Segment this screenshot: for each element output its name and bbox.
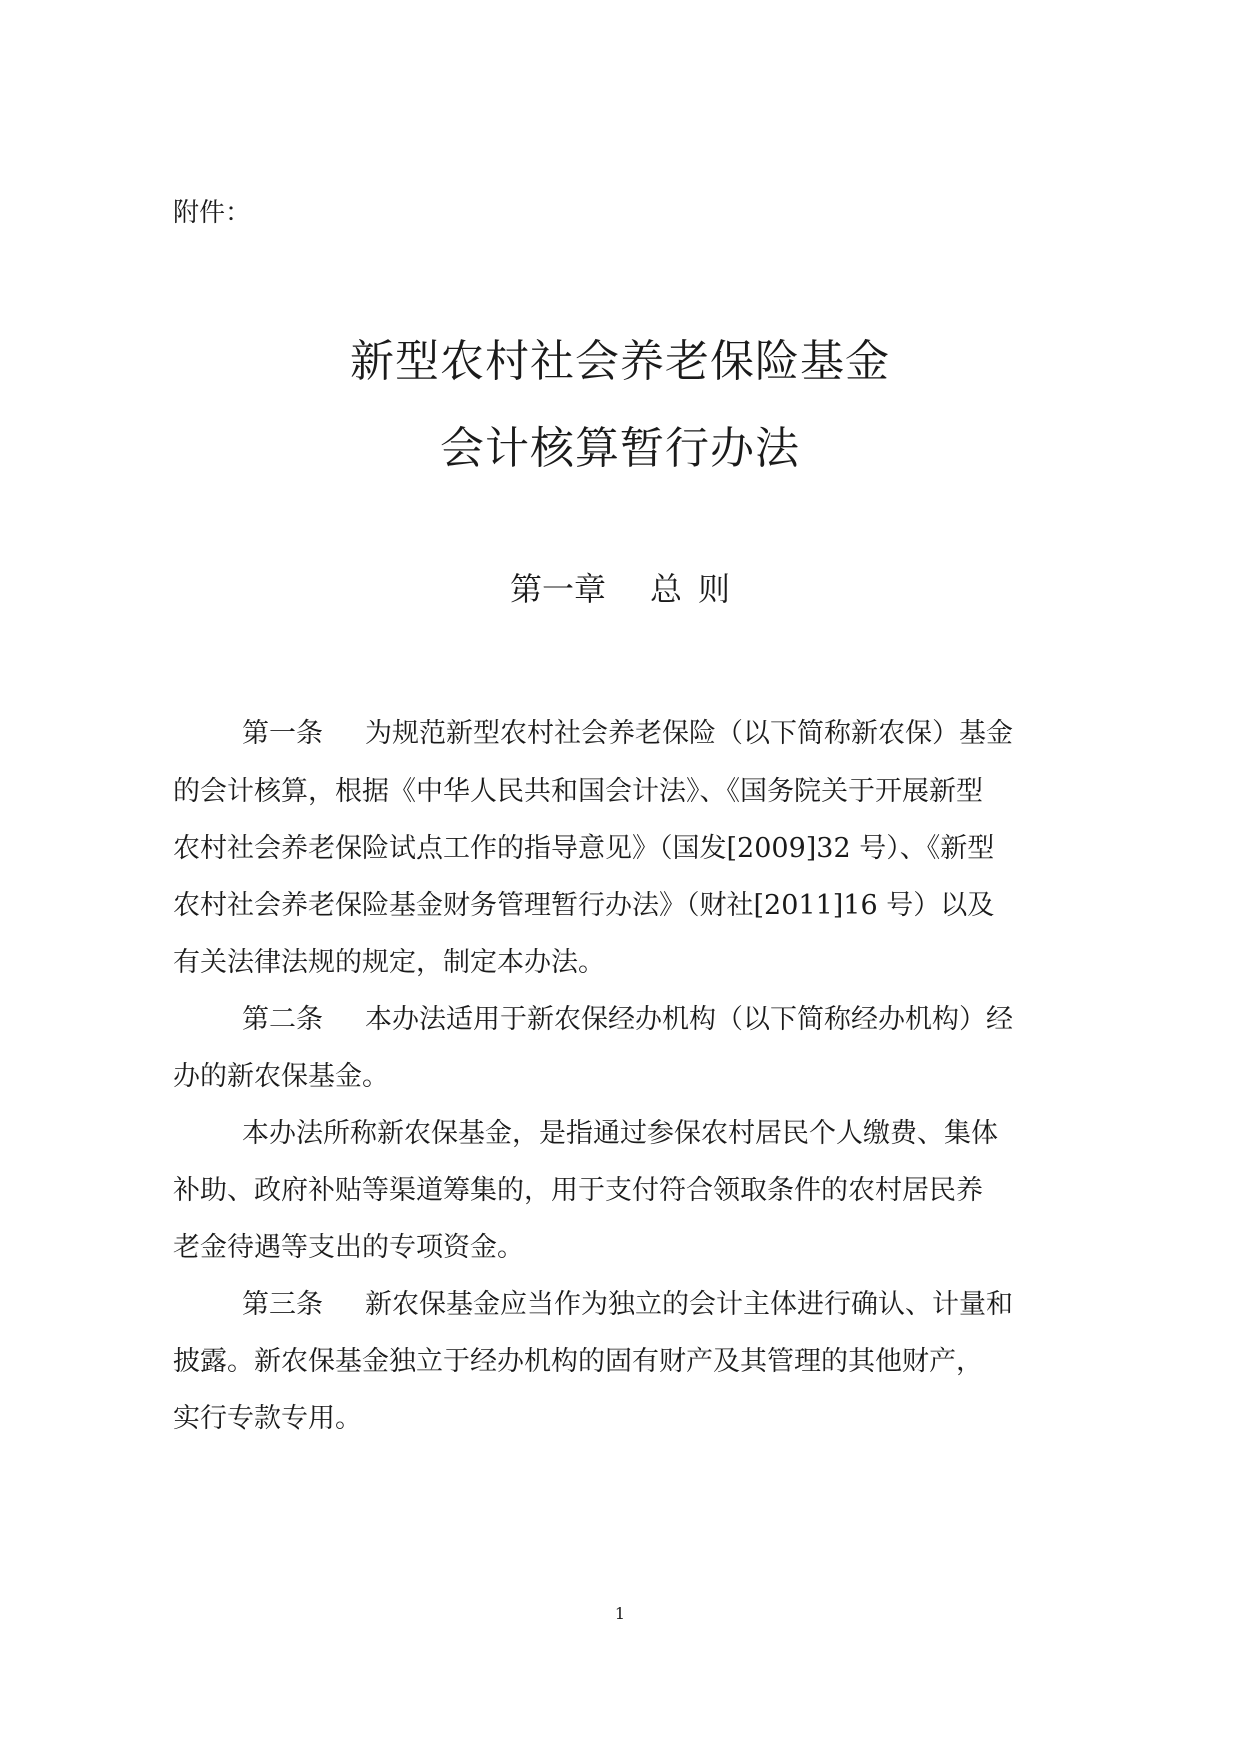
paragraph-line-1: 本办法所称新农保基金，是指通过参保农村居民个人缴费、集体 <box>242 1118 998 1149</box>
article-1-line-2: 的会计核算，根据《中华人民共和国会计法》、《国务院关于开展新型 <box>173 776 983 807</box>
article-1-line-4: 农村社会养老保险基金财务管理暂行办法》（财社[2011]16 号）以及 <box>173 890 995 921</box>
article-3-line-3: 实行专款专用。 <box>173 1403 362 1434</box>
article-1-line-1 <box>242 717 1013 751</box>
article-1-line-3: 农村社会养老保险试点工作的指导意见》（国发[2009]32 号）、《新型 <box>173 833 995 864</box>
article-text: 新农保基金应当作为独立的会计主体进行确认、计量和 <box>365 1289 1013 1320</box>
paragraph-line-3: 老金待遇等支出的专项资金。 <box>173 1232 524 1263</box>
article-label: 第三条 <box>242 1289 323 1320</box>
article-2-line-1 <box>242 1003 1013 1037</box>
chapter-number: 第一章 <box>509 570 606 608</box>
attachment-label: 附件： <box>173 198 252 228</box>
article-text: 为规范新型农村社会养老保险（以下简称新农保）基金 <box>365 718 1013 749</box>
chapter-heading <box>0 568 1240 610</box>
article-2-line-2: 办的新农保基金。 <box>173 1061 389 1092</box>
chapter-name-part-1: 总 <box>649 570 682 608</box>
article-label: 第二条 <box>242 1004 323 1035</box>
article-3-line-2: 披露。新农保基金独立于经办机构的固有财产及其管理的其他财产， <box>173 1346 983 1377</box>
chapter-name-part-2: 则 <box>698 570 731 608</box>
article-1-line-5: 有关法律法规的规定，制定本办法。 <box>173 947 605 978</box>
paragraph-line-2: 补助、政府补贴等渠道筹集的，用于支付符合领取条件的农村居民养 <box>173 1175 983 1206</box>
article-text: 本办法适用于新农保经办机构（以下简称经办机构）经 <box>365 1004 1013 1035</box>
document-title-line-2: 会计核算暂行办法 <box>440 423 800 474</box>
article-3-line-1 <box>242 1288 1013 1322</box>
article-label: 第一条 <box>242 718 323 749</box>
page-number: 1 <box>614 1604 626 1623</box>
document-title-line-1: 新型农村社会养老保险基金 <box>350 336 890 387</box>
